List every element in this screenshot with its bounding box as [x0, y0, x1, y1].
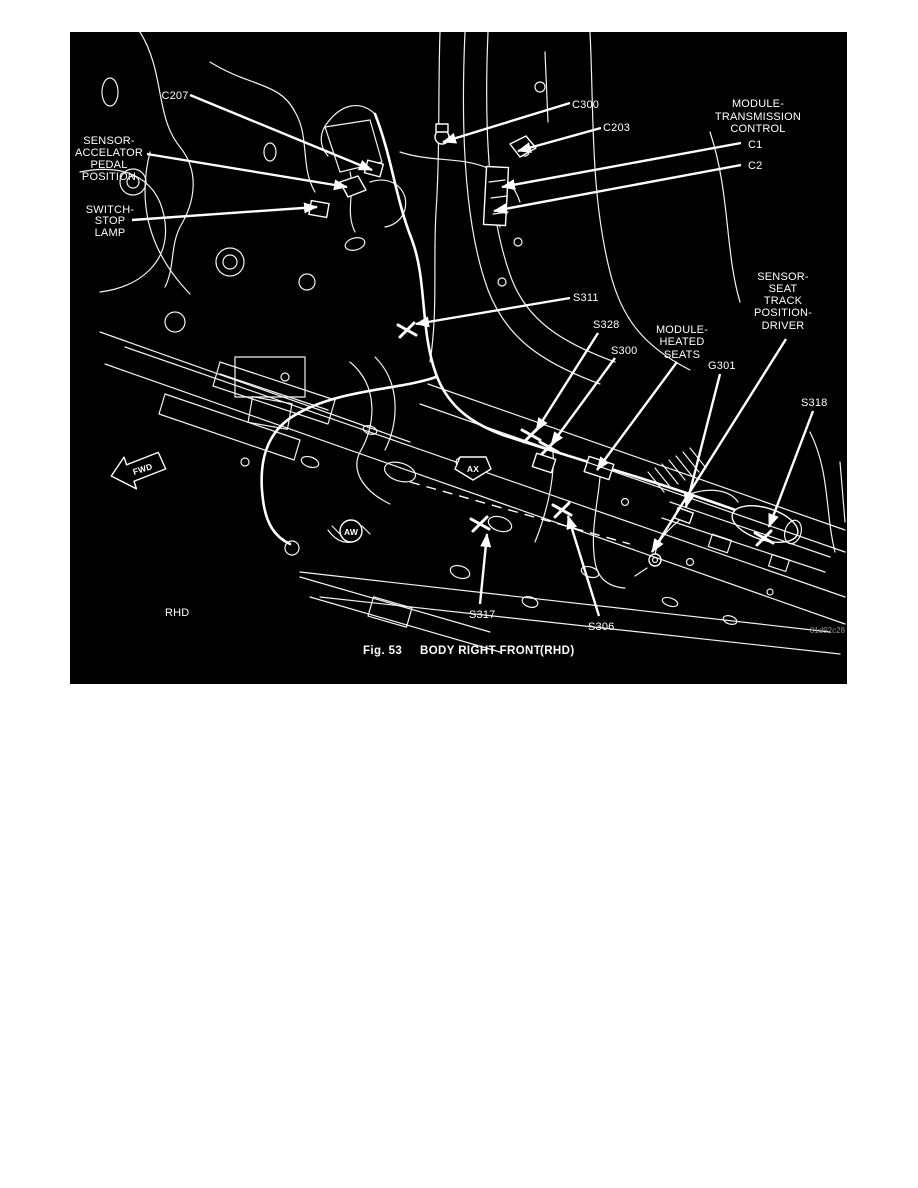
leader-s318: [769, 411, 813, 527]
bolt: [687, 559, 694, 566]
harness-run: [262, 377, 436, 544]
label-switch-stop-lamp-line-3: LAMP: [94, 227, 126, 239]
label-switch-stop-lamp-line-1: SWITCH-: [85, 204, 135, 216]
harness-run: [436, 374, 778, 529]
label-s328: S328: [593, 319, 620, 331]
splice-mark-s328: [522, 428, 540, 442]
label-s317: S317: [469, 609, 496, 621]
bracket: [708, 534, 731, 553]
leader-c2: [494, 165, 741, 211]
floor-line: [100, 332, 410, 442]
line-art-path: [264, 143, 276, 161]
harness-end-loop: [285, 541, 299, 555]
label-module-transmission-control-line-2: TRANSMISSION: [714, 111, 802, 123]
caption-fig-number: Fig. 53: [363, 645, 403, 657]
splice-mark-s311: [398, 323, 416, 337]
connector-shape: [532, 453, 555, 472]
splice-mark-s306: [553, 503, 571, 517]
label-sensor-accelerator-line-4: POSITION: [81, 171, 137, 183]
leader-c300: [443, 103, 570, 142]
line-art-path: [710, 132, 740, 302]
label-c207: C207: [161, 90, 189, 102]
leader-module-heated-seats: [597, 362, 677, 470]
label-module-heated-seats-line-3: SEATS: [663, 349, 701, 361]
label-c2: C2: [748, 160, 763, 172]
label-module-heated-seats-line-2: HEATED: [659, 336, 705, 348]
floor-hole: [486, 514, 513, 535]
label-sensor-accelerator-line-2: ACCELATOR: [74, 147, 144, 159]
bracket: [769, 555, 790, 572]
floor-line: [420, 404, 845, 552]
label-g301: G301: [708, 360, 736, 372]
ax-badge-label: AX: [466, 464, 480, 474]
label-s311: S311: [573, 292, 599, 304]
floor-dashed-line: [410, 482, 630, 544]
caption-title: BODY RIGHT FRONT: [420, 645, 542, 657]
leader-s300: [551, 358, 615, 445]
line-art-path: [514, 238, 522, 246]
cross-member: [213, 362, 335, 424]
caption-variant: (RHD): [540, 645, 575, 657]
leader-g301: [686, 374, 720, 507]
figure-body-right-front-rhd: [70, 32, 847, 684]
line-art-path: [102, 78, 118, 106]
leader-sensor-accelerator-pedal-position: [147, 154, 347, 187]
aw-badge-label: AW: [343, 527, 359, 537]
bolt: [281, 373, 289, 381]
label-sensor-seat-track-line-4: POSITION-: [753, 307, 813, 319]
label-sensor-seat-track-line-5: DRIVER: [761, 320, 805, 332]
label-module-transmission-control-line-3: CONTROL: [730, 123, 786, 135]
ax-badge: [455, 457, 491, 480]
bolt: [241, 458, 249, 466]
fwd-arrow-label: FWD: [131, 461, 154, 477]
floor-line: [105, 364, 845, 624]
floor-line: [428, 384, 845, 530]
line-art-path: [344, 236, 366, 253]
wiring-location-diagram: [70, 32, 847, 684]
label-c300: C300: [572, 99, 600, 111]
label-c203: C203: [603, 122, 631, 134]
floor-line: [300, 572, 830, 632]
wire-loom-hatch: [648, 448, 706, 492]
floor-hole: [300, 454, 320, 469]
connector-shape: [309, 201, 329, 218]
fwd-arrow: [107, 446, 169, 495]
line-art-path: [165, 312, 185, 332]
connector-shape: [436, 124, 448, 132]
line-art-path: [535, 82, 545, 92]
line-art-path: [216, 248, 244, 276]
line-art-path: [299, 274, 315, 290]
splice-mark-s317: [471, 517, 489, 531]
label-c1: C1: [748, 139, 763, 151]
label-s318: S318: [801, 397, 828, 409]
label-module-heated-seats-line-1: MODULE-: [655, 324, 709, 336]
harness-run: [321, 106, 375, 156]
floor-hole: [661, 596, 679, 609]
aw-badge: [328, 520, 370, 542]
bolt: [767, 589, 773, 595]
ground-eyelet: [635, 568, 647, 576]
label-module-transmission-control-line-1: MODULE-: [731, 98, 785, 110]
bolt: [622, 499, 629, 506]
label-sensor-accelerator-line-1: SENSOR-: [83, 135, 135, 147]
leader-s306: [568, 516, 599, 616]
line-art-path: [145, 152, 190, 294]
splice-marks: [398, 323, 773, 545]
line-art-path: [430, 32, 440, 362]
leader-c1: [502, 143, 741, 187]
bracket: [368, 597, 412, 627]
label-sensor-seat-track-line-2: SEAT: [768, 283, 798, 295]
label-sensor-accelerator-line-3: PEDAL: [90, 159, 128, 171]
leader-switch-stop-lamp: [132, 207, 317, 220]
line-art-path: [498, 278, 506, 286]
line-art-path: [223, 255, 237, 269]
label-rhd-corner: RHD: [165, 607, 190, 619]
leader-s328: [536, 333, 598, 431]
label-s300: S300: [611, 345, 638, 357]
leader-c203: [518, 128, 601, 151]
floor-hole: [449, 563, 472, 581]
harness-run: [375, 114, 436, 374]
watermark-code: 81d92c28: [809, 626, 845, 635]
label-switch-stop-lamp-line-2: STOP: [94, 215, 126, 227]
body-side-line: [810, 432, 845, 552]
figure-caption: [363, 645, 575, 657]
label-s306: S306: [588, 621, 615, 633]
leader-c207: [190, 95, 372, 170]
label-sensor-seat-track-line-3: TRACK: [763, 295, 803, 307]
label-sensor-seat-track-line-1: SENSOR-: [757, 271, 809, 283]
